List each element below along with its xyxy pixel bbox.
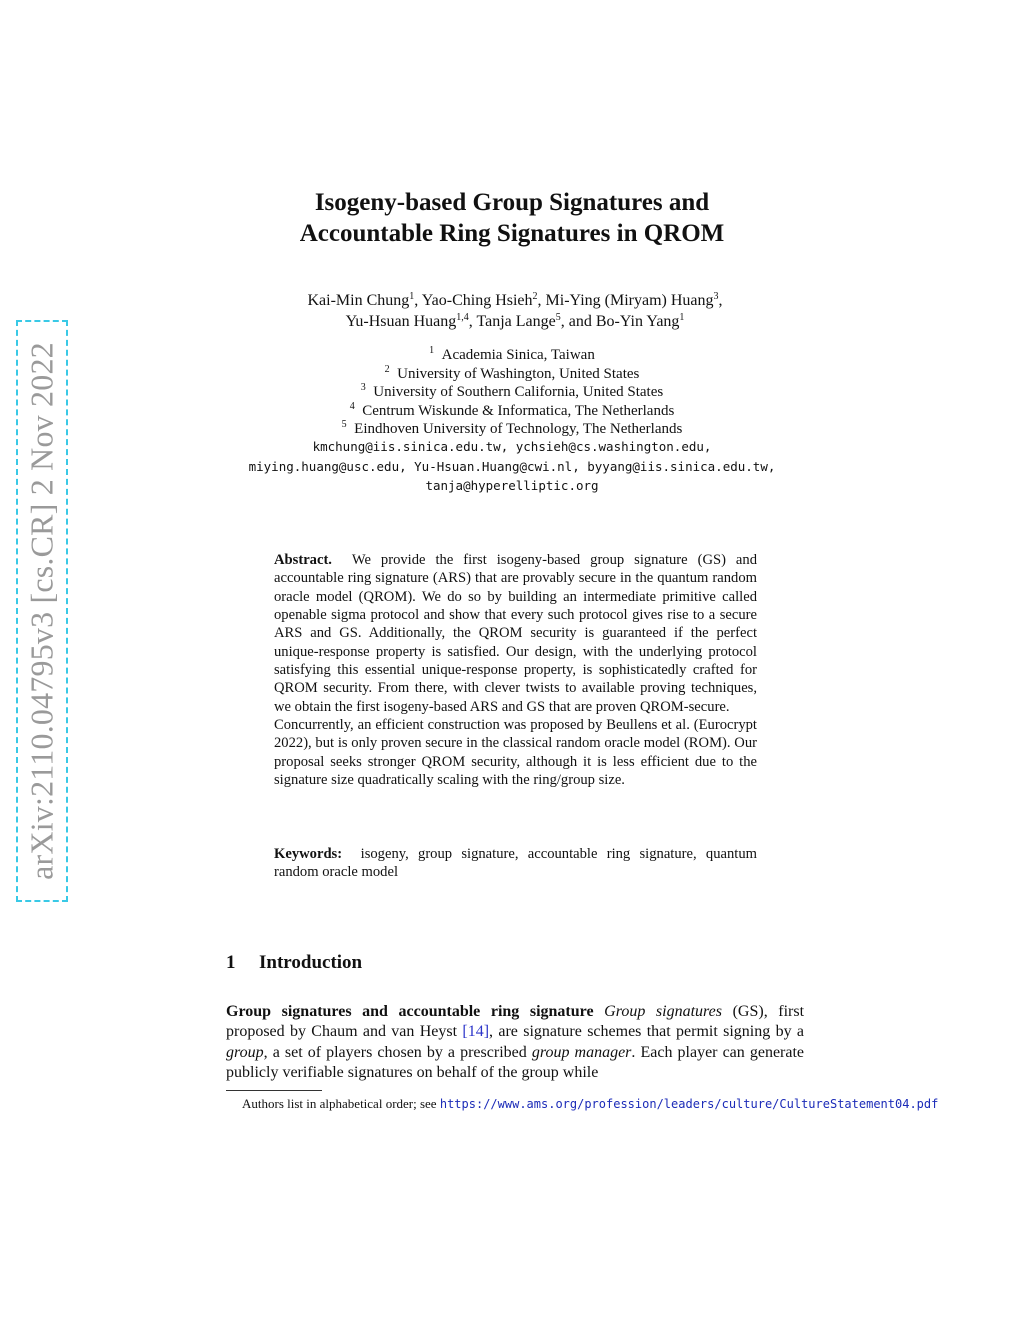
author-line-2: Yu-Hsuan Huang$^{1,4}$, Tanja Lange$^5$, and Bo-Yin Yang$^1$ [345, 312, 685, 330]
term-group-manager: group manager [531, 1043, 632, 1061]
footnote-rule [226, 1090, 322, 1091]
keywords-text: isogeny, group signature, accountable ring signature, quantum random oracle model [274, 846, 757, 881]
author-affil-mark: 5 [555, 312, 561, 323]
author-name: Mi-Ying (Miryam) Huang [545, 292, 714, 309]
affiliation: $^4$ Centrum Wiskunde & Informatica, The Netherlands [349, 400, 675, 419]
abstract [274, 551, 757, 789]
footnote-link[interactable]: https://www.ams.org/profession/leaders/culture/CultureStatement04.pdf [439, 1097, 939, 1111]
abstract-text-2: Concurrently, an efficient construction was proposed by Beullens et al. (Eurocrypt 2022), but is only proven secure in the classical random oracle model (ROM). Our proposal seeks stronger QROM security, although it is less efficient due to the signature size quadratically scaling with the ring/group size. [274, 717, 757, 789]
arxiv-stamp-text: arXiv:2110.04795v3 [cs.CR] 2 Nov 2022 [23, 342, 60, 880]
keywords [274, 845, 757, 882]
author-line-1: Kai-Min Chung$^1$, Yao-Ching Hsieh$^2$, Mi-Ying (Miryam) Huang$^3$, [307, 291, 723, 309]
author-list [0, 290, 1024, 332]
email-line-1: kmchung@iis.sinica.edu.tw, ychsieh@cs.washington.edu, [312, 439, 712, 454]
affiliation: $^3$ University of Southern California, United States [360, 382, 664, 400]
author-affil-mark: 1 [679, 312, 685, 323]
author-name: Bo-Yin Yang [595, 313, 680, 330]
abstract-text: We provide the first isogeny-based group signature (GS) and accountable ring signature (ARS) that are provably secure in the quantum random oracle model (QROM). We do so by building an intermediate primitive called openable sigma protocol and show that every such protocol gives rise to a secure ARS and GS. Additionally, the QROM security is guaranteed if the perfect unique-response property is satisfied. Our design, with the underlying protocol satisfying this essential unique-response property, is sophisticatedly crafted for QROM security. From there, with clever twists to available proving techniques, we obtain the first isogeny-based ARS and GS that are proven QROM-secure. [274, 552, 758, 715]
abstract-label: Abstract. [274, 552, 332, 568]
section-title: Introduction [259, 952, 363, 973]
keywords-label: Keywords: [274, 846, 343, 862]
affiliation: $^5$ Eindhoven University of Technology, The Netherlands [341, 419, 683, 437]
author-name: Yu-Hsuan Huang [345, 313, 457, 330]
paper-title [0, 187, 1024, 249]
author-affil-mark: 1,4 [456, 312, 469, 323]
term-group-signatures: Group signatures [604, 1003, 722, 1020]
footnote [242, 1096, 938, 1112]
author-affil-mark: 1 [409, 291, 415, 302]
email-line-2: miying.huang@usc.edu, Yu-Hsuan.Huang@cwi.nl, byyang@iis.sinica.edu.tw, [248, 458, 776, 474]
author-name: Yao-Ching Hsieh [421, 292, 533, 309]
term-group: group [226, 1043, 264, 1061]
affiliation: $^1$ Academia Sinica, Taiwan [429, 345, 595, 363]
author-affil-mark: 2 [532, 291, 538, 302]
author-name: Tanja Lange [476, 313, 556, 330]
intro-paragraph: Group signatures and accountable ring signature Group signatures (GS), first proposed by Chaum and van Heyst [14], are signature schemes that permit signing by a group, a set of players chosen by a prescribed group manager. Each player can generate publicly verifiable signatures on behalf of the group while [226, 1003, 805, 1082]
footnote-text: Authors list in alphabetical order; see [242, 1096, 437, 1111]
email-line-3: tanja@hyperelliptic.org [425, 478, 599, 493]
author-name: Kai-Min Chung [307, 292, 410, 309]
section-number: 1 [226, 952, 236, 973]
affiliation-list [0, 346, 1024, 439]
title-line-2: Accountable Ring Signatures in QROM [299, 220, 725, 247]
citation-link[interactable]: [14] [462, 1023, 490, 1041]
title-line-1: Isogeny-based Group Signatures and [314, 189, 710, 216]
paragraph-heading: Group signatures and accountable ring signature [226, 1003, 594, 1020]
author-affil-mark: 3 [713, 291, 719, 302]
email-list [0, 437, 1024, 496]
affiliation: $^2$ University of Washington, United States [384, 363, 640, 382]
section-heading [226, 952, 362, 974]
